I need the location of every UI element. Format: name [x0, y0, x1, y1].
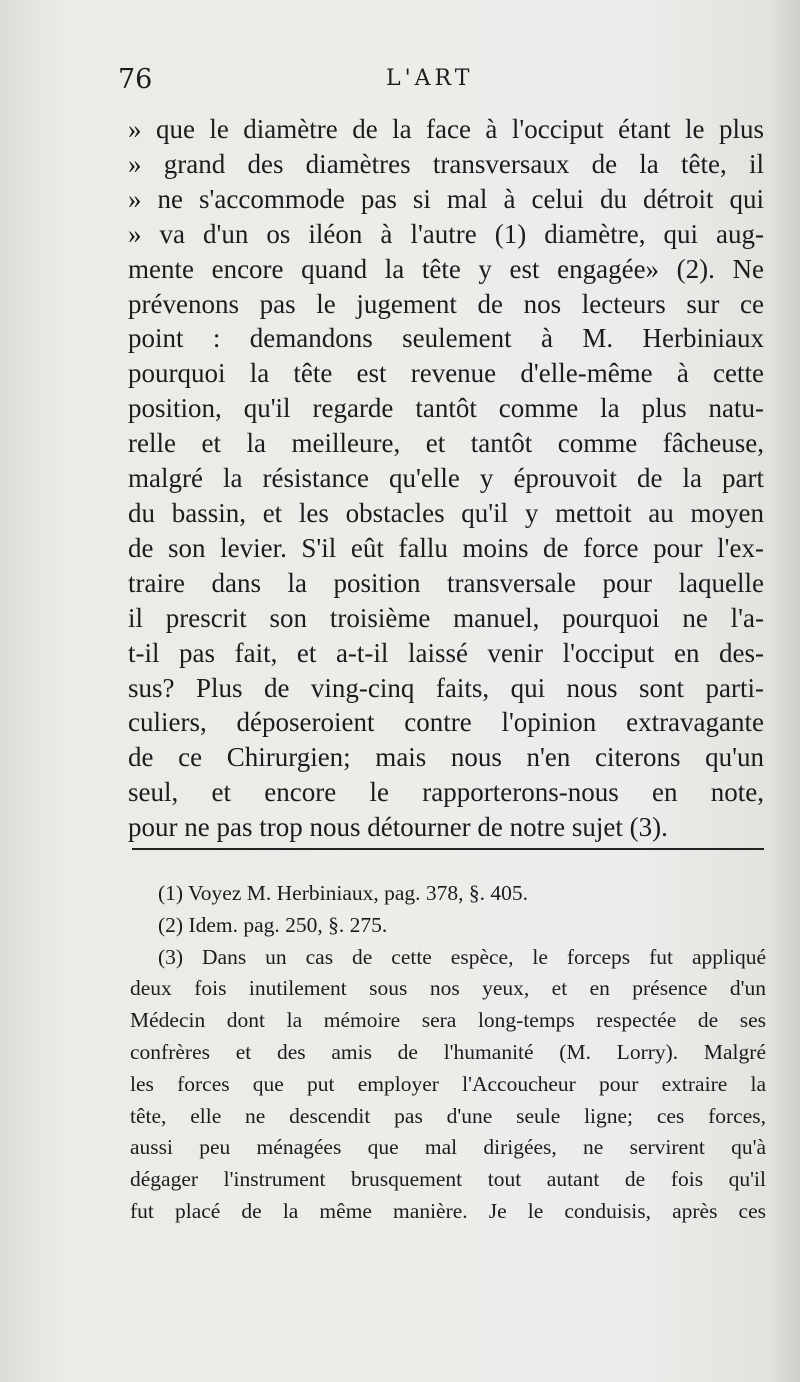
text-line: point : demandons seulement à M. Herbiniaux	[128, 323, 764, 354]
footnote-1: (1) Voyez M. Herbiniaux, pag. 378, §. 405.	[158, 881, 529, 905]
text-line: mente encore quand la tête y est engagée» (2). Ne	[128, 253, 764, 284]
text-line: prévenons pas le jugement de nos lecteurs sur ce	[128, 288, 764, 319]
footnote-3-line: (3) Dans un cas de cette espèce, le forceps fut appliqué	[158, 944, 766, 969]
text-line: du bassin, et les obstacles qu'il y mettoit au moyen	[128, 497, 764, 528]
page-header	[118, 64, 768, 104]
running-title: L'ART	[386, 66, 474, 91]
footnote-3-line: tête, elle ne descendit pas d'une seule ligne; ces forces,	[130, 1103, 766, 1128]
footnotes	[130, 878, 766, 1228]
footnote-3-line: fut placé de la même manière. Je le conduisis, après ces	[130, 1198, 766, 1223]
text-line: il prescrit son troisième manuel, pourquoi ne l'a-	[128, 602, 764, 633]
text-line: sus? Plus de ving-cinq faits, qui nous sont parti-	[128, 672, 764, 703]
footnote-separator	[132, 848, 764, 850]
text-line: de ce Chirurgien; mais nous n'en citerons qu'un	[128, 742, 764, 773]
text-line: position, qu'il regarde tantôt comme la plus natu-	[128, 393, 764, 424]
page-number: 76	[118, 64, 153, 95]
text-line: pourquoi la tête est revenue d'elle-même à cette	[128, 358, 764, 389]
footnote-3-line: dégager l'instrument brusquement tout autant de fois qu'il	[130, 1167, 766, 1192]
text-line: pour ne pas trop nous détourner de notre sujet (3).	[128, 812, 668, 843]
text-line: » va d'un os iléon à l'autre (1) diamètre, qui aug-	[128, 218, 764, 249]
text-line: » grand des diamètres transversaux de la tête, il	[128, 148, 764, 179]
text-line: culiers, déposeroient contre l'opinion extravagante	[128, 707, 764, 738]
text-line: t-il pas fait, et a-t-il laissé venir l'occiput en des-	[128, 637, 764, 668]
footnote-3-line: aussi peu ménagées que mal dirigées, ne servirent qu'à	[130, 1135, 766, 1160]
main-text	[128, 112, 764, 845]
footnote-3-line: deux fois inutilement sous nos yeux, et en présence d'un	[130, 976, 766, 1001]
text-line: relle et la meilleure, et tantôt comme fâcheuse,	[128, 428, 764, 459]
text-line: traire dans la position transversale pour laquelle	[128, 567, 764, 598]
text-line: malgré la résistance qu'elle y éprouvoit de la part	[128, 463, 764, 494]
text-line: seul, et encore le rapporterons-nous en note,	[128, 777, 764, 808]
text-line: » que le diamètre de la face à l'occiput étant le plus	[128, 114, 764, 144]
text-line: » ne s'accommode pas si mal à celui du détroit qui	[128, 183, 764, 214]
footnote-3-line: confrères et des amis de l'humanité (M. Lorry). Malgré	[130, 1039, 766, 1064]
text-line: de son levier. S'il eût fallu moins de force pour l'ex-	[128, 532, 764, 563]
footnote-3-line: les forces que put employer l'Accoucheur pour extraire la	[130, 1071, 766, 1096]
footnote-3-line: Médecin dont la mémoire sera long-temps respectée de ses	[130, 1008, 766, 1033]
footnote-2: (2) Idem. pag. 250, §. 275.	[158, 912, 388, 937]
